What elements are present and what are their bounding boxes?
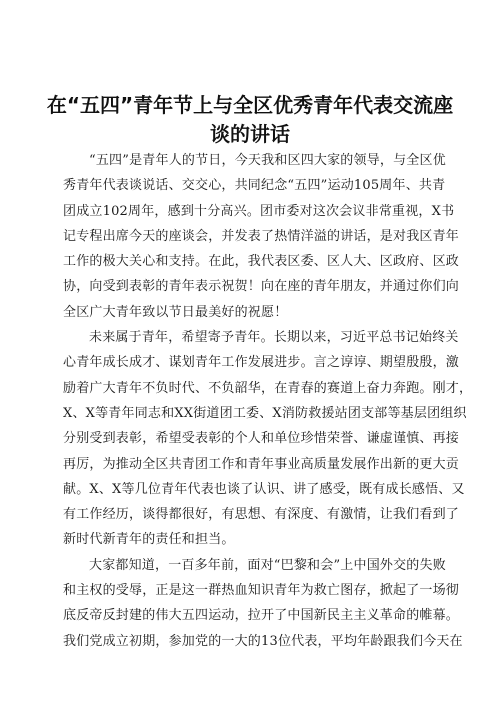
paragraph-2-line: 有工作经历，谈得都很好，有思想、有深度、有激情，让我们看到了 <box>63 507 460 523</box>
paragraph-1 <box>63 148 460 325</box>
paragraph-1-line: 秀青年代表谈说话、交交心，共同纪念“五四”运动105周年、共青 <box>63 178 446 194</box>
paragraph-2-line: 献。X、X等几位青年代表也谈了认识、讲了感受，既有成长感悟、又 <box>63 481 465 497</box>
paragraph-3-line: 大家都知道，一百多年前，面对“巴黎和会”上中国外交的失败 <box>89 557 446 573</box>
paragraph-2-line: 再厉，为推动全区共青团工作和青年事业高质量发展作出新的更大贡 <box>63 456 460 472</box>
paragraph-2-line: 分别受到表彰，希望受表彰的个人和单位珍惜荣誉、谦虚谨慎、再接 <box>63 431 460 447</box>
document-title-line-2: 谈的讲话 <box>210 122 290 146</box>
paragraph-3-line: 和主权的受辱，正是这一群热血知识青年为救亡图存，掀起了一场彻 <box>63 583 460 599</box>
paragraph-3-line: 我们党成立初期，参加党的一大的13位代表，平均年龄跟我们今天在 <box>63 633 463 649</box>
paragraph-3-line: 底反帝反封建的伟大五四运动，拉开了中国新民主主义革命的帷幕。 <box>63 608 460 624</box>
paragraph-1-line: 全区广大青年致以节日最美好的祝愿！ <box>63 304 288 320</box>
document-title-line-1: 在“五四”青年节上与全区优秀青年代表交流座 <box>46 93 454 117</box>
paragraph-1-line: 协，向受到表彰的青年表示祝贺！向在座的青年朋友，并通过你们向 <box>63 279 460 295</box>
paragraph-3 <box>63 553 463 654</box>
paragraph-2-line: 新时代新青年的责任和担当。 <box>63 532 235 548</box>
paragraph-1-line: “五四”是青年人的节日，今天我和区四大家的领导，与全区优 <box>89 153 446 168</box>
paragraph-2-line: 未来属于青年，希望寄予青年。长期以来，习近平总书记始终关 <box>89 330 459 346</box>
paragraph-2 <box>63 325 473 553</box>
paragraph-1-line: 记专程出席今天的座谈会，并发表了热情洋溢的讲话，是对我区青年 <box>63 228 460 244</box>
paragraph-2-line: 心青年成长成才、谋划青年工作发展进步。言之谆谆、期望殷殷，激 <box>63 355 460 371</box>
paragraph-2-line: X、X等青年同志和XX街道团工委、X消防救援站团支部等基层团组织 <box>63 405 467 421</box>
paragraph-1-line: 团成立102周年，感到十分高兴。团市委对这次会议非常重视，X书 <box>63 203 455 219</box>
paragraph-2-line: 励着广大青年不负时代、不负韶华，在青春的赛道上奋力奔跑。刚才， <box>63 380 473 396</box>
document-body <box>63 148 473 654</box>
paragraph-1-line: 工作的极大关心和支持。在此，我代表区委、区人大、区政府、区政 <box>63 254 460 270</box>
